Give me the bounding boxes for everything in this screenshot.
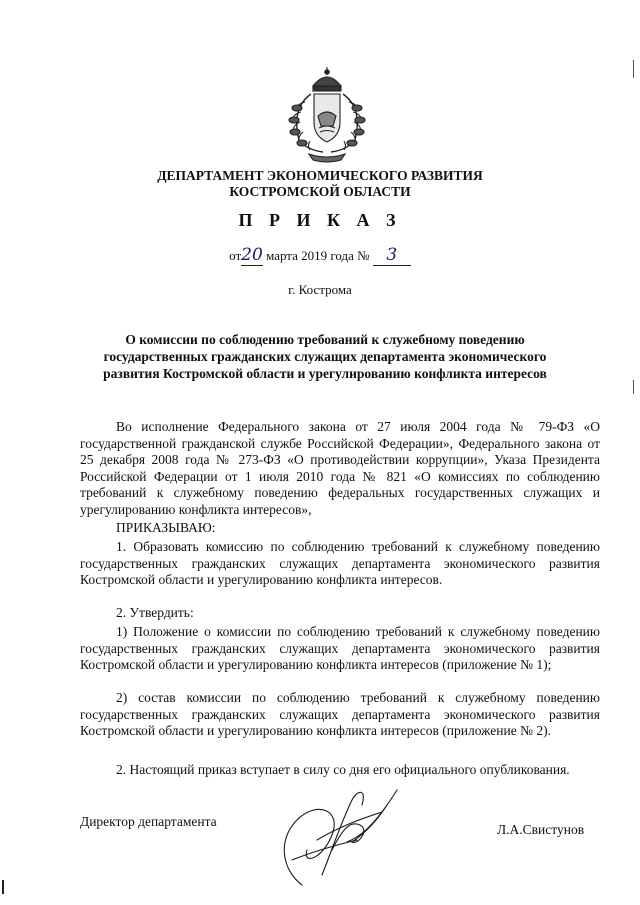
- department-line-1: ДЕПАРТАМЕНТ ЭКОНОМИЧЕСКОГО РАЗВИТИЯ: [157, 168, 483, 183]
- signatory-name: Л.А.Свистунов: [497, 822, 585, 837]
- item-1-paragraph: 1. Образовать комиссию по соблюдению требований к служебному поведению государственных гражданских служащих департамента экономического развития Костромской области и урегулированию конфликта интересов.: [80, 539, 600, 587]
- handwritten-signature: [262, 780, 412, 890]
- order-date-line: [0, 245, 640, 266]
- scan-edge-mark: [633, 380, 634, 394]
- item-3-paragraph: 2. Настоящий приказ вступает в силу со дня его официального опубликования.: [116, 762, 570, 777]
- order-title: П Р И К А З: [238, 210, 402, 230]
- department-line-2: КОСТРОМСКОЙ ОБЛАСТИ: [229, 184, 411, 199]
- order-number-handwritten: 3: [373, 245, 411, 266]
- date-day-handwritten: 20: [241, 245, 263, 265]
- signatory-position: Директор департамента: [80, 814, 217, 829]
- date-prefix: от: [229, 248, 242, 263]
- coat-of-arms-emblem: [283, 64, 371, 164]
- item-2-heading: 2. Утвердить:: [116, 605, 194, 620]
- scan-edge-mark: [633, 60, 634, 78]
- scan-edge-mark: [2, 880, 4, 894]
- city-line: г. Кострома: [288, 282, 352, 297]
- intro-paragraph: Во исполнение Федерального закона от 27 июля 2004 года № 79-ФЗ «О государственной гражданской службе Российской Федерации», Федерального закона от 25 декабря 2008 года № 273-ФЗ «О противодействии коррупции», Указа Президента Российской Федерации от 1 июля 2010 года № 821 «О комиссиях по соблюдению требований к служебному поведению федеральных государственных служащих и урегулированию конфликта интересов»,: [80, 419, 600, 517]
- order-subject: О комиссии по соблюдению требований к служебному поведению государственных гражданских служащих департамента экономического развития Костромской области и урегулированию конфликта интересов: [103, 332, 547, 381]
- item-2-2-paragraph: 2) состав комиссии по соблюдению требований к служебному поведению государственных гражданских служащих департамента экономического развития Костромской области и урегулированию конфликта интересов (приложение № 2).: [80, 690, 600, 738]
- date-rest: марта 2019 года №: [266, 248, 370, 263]
- item-2-1-paragraph: 1) Положение о комиссии по соблюдению требований к служебному поведению государственных гражданских служащих департамента экономического развития Костромской области и урегулированию конфликта интересов (приложение № 1);: [80, 624, 600, 672]
- department-heading: [0, 168, 640, 200]
- order-word: ПРИКАЗЫВАЮ:: [116, 520, 216, 535]
